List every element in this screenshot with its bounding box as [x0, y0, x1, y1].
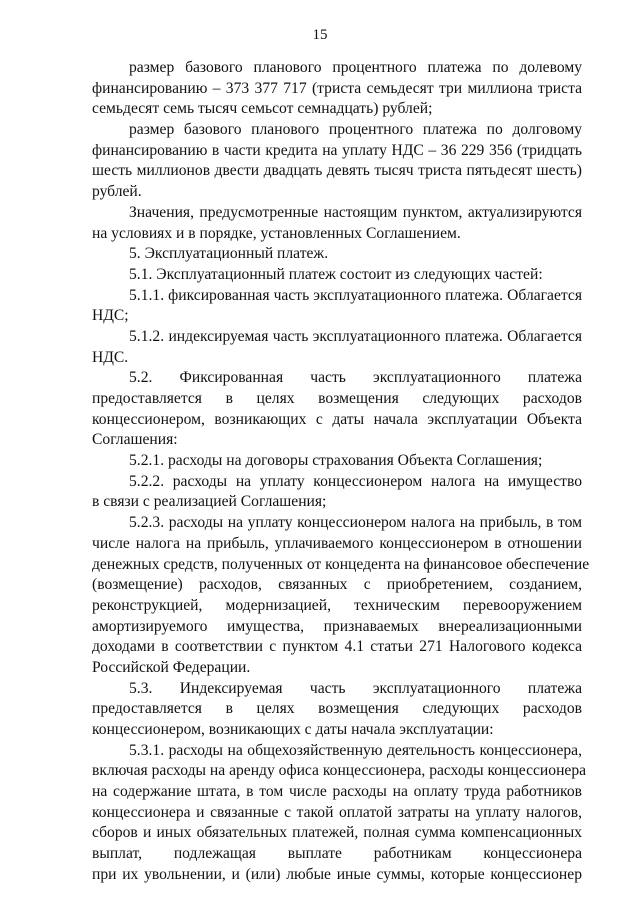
text-line: Соглашения:	[92, 431, 178, 449]
text-line: числе налога на прибыль, уплачиваемого концессионером в отношении	[92, 534, 582, 552]
text-line: 5.1. Эксплуатационный платеж состоит из следующих частей:	[129, 265, 543, 283]
text-line: (возмещение) расходов, связанных с приобретением, созданием,	[92, 576, 582, 594]
text-line: концессионера и связанные с такой оплатой затраты на уплату налогов,	[92, 803, 582, 821]
text-line: предоставляется в целях возмещения следующих расходов	[92, 390, 582, 407]
text-line: 5. Эксплуатационный платеж.	[129, 245, 329, 263]
text-line: НДС;	[92, 307, 129, 325]
document-body	[92, 58, 590, 886]
text-line: 5.2.2. расходы на уплату концессионером налога на имущество	[129, 472, 582, 490]
text-line: денежных средств, полученных от концедента на финансовое обеспечение	[92, 555, 590, 573]
text-line: 5.1.2. индексируемая часть эксплуатационного платежа. Облагается	[129, 327, 582, 345]
text-line: 5.1.1. фиксированная часть эксплуатационного платежа. Облагается	[129, 286, 582, 304]
text-line: семьдесят семь тысяч семьсот семнадцать) рублей;	[92, 100, 433, 118]
text-line: сборов и иных обязательных платежей, полная сумма компенсационных	[92, 824, 582, 842]
text-line: НДС.	[92, 348, 129, 366]
text-line: доходами в соответствии с пунктом 4.1 статьи 271 Налогового кодекса	[92, 638, 582, 656]
text-line: 5.3. Индексируемая часть эксплуатационного платежа	[129, 679, 582, 697]
text-line: реконструкцией, модернизацией, техническим перевооружением	[92, 596, 582, 614]
text-line: 5.2.1. расходы на договоры страхования Объекта Соглашения;	[129, 452, 543, 470]
text-line: 5.3.1. расходы на общехозяйственную деятельность концессионера,	[129, 741, 582, 759]
text-line: на содержание штата, в том числе расходы на оплату труда работников	[92, 783, 582, 801]
text-line: на условиях и в порядке, установленных Соглашением.	[92, 224, 461, 242]
text-line: концессионером, возникающих с даты начала эксплуатации:	[92, 721, 494, 738]
text-line: концессионером, возникающих с даты начала эксплуатации Объекта	[92, 410, 582, 428]
text-line: размер базового планового процентного платежа по долевому	[129, 59, 582, 76]
text-line: Значения, предусмотренные настоящим пунктом, актуализируются	[129, 203, 582, 221]
text-line: финансированию – 373 377 717 (триста семьдесят три миллиона триста	[92, 79, 582, 97]
text-line: в связи с реализацией Соглашения;	[92, 493, 327, 511]
text-line: рублей.	[92, 183, 142, 201]
text-line: амортизируемого имущества, признаваемых внереализационными	[92, 617, 582, 635]
text-line: при их увольнении, и (или) любые иные суммы, которые концессионер	[92, 865, 582, 883]
text-line: финансированию в части кредита на уплату НДС – 36 229 356 (тридцать	[92, 141, 582, 159]
page-number: 15	[312, 27, 328, 43]
text-line: выплат, подлежащая выплате работникам концессионера	[92, 845, 582, 863]
text-line: предоставляется в целях возмещения следующих расходов	[92, 700, 582, 718]
text-line: Российской Федерации.	[92, 658, 251, 676]
text-line: 5.2. Фиксированная часть эксплуатационного платежа	[129, 369, 582, 387]
text-line: шесть миллионов двести двадцать девять тысяч триста пятьдесят шесть)	[92, 162, 582, 180]
text-line: 5.2.3. расходы на уплату концессионером налога на прибыль, в том	[129, 514, 582, 532]
text-line: размер базового планового процентного платежа по долговому	[129, 121, 582, 139]
text-line: включая расходы на аренду офиса концессионера, расходы концессионера	[92, 762, 587, 780]
